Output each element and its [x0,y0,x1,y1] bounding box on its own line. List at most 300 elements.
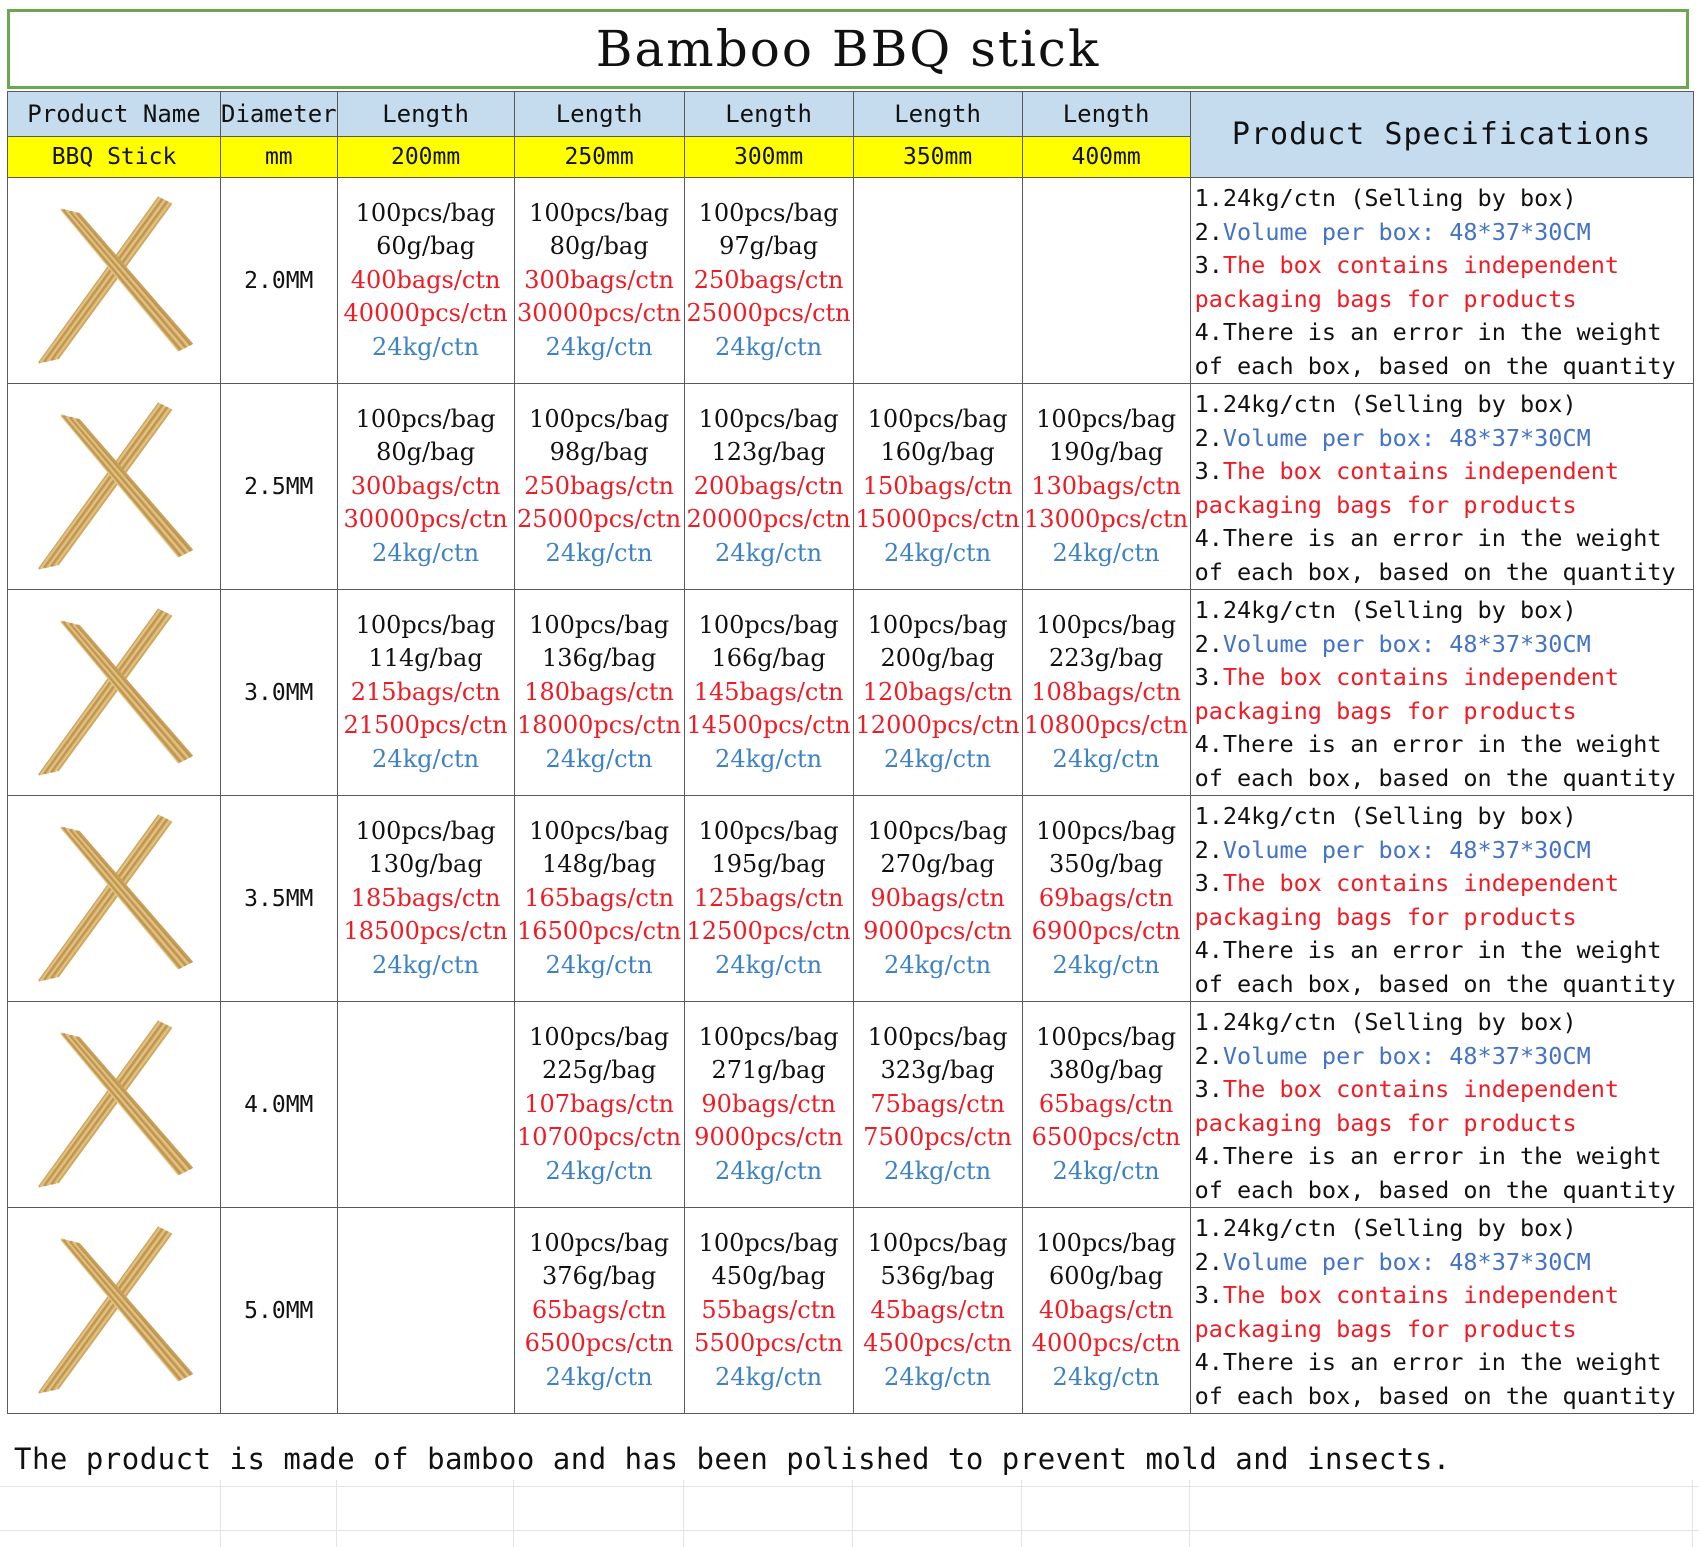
length-value-400[interactable]: 400mm [1022,137,1190,178]
pcs-per-carton: 9000pcs/ctn [863,917,1012,946]
gridline [1189,1480,1190,1547]
diameter-cell[interactable]: 2.0MM [221,178,338,384]
spec-lines [685,1021,853,1189]
bags-per-carton: 150bags/ctn [862,471,1013,500]
pcs-per-carton: 7500pcs/ctn [863,1123,1012,1152]
header-product-specifications[interactable]: Product Specifications [1190,92,1693,178]
pcs-per-carton: 21500pcs/ctn [343,711,508,740]
bags-per-carton: 90bags/ctn [701,1089,836,1118]
spec-lines [685,197,853,365]
length-spec-cell[interactable] [684,590,853,796]
pcs-per-bag: 100pcs/bag [698,816,839,845]
pcs-per-carton: 6500pcs/ctn [524,1329,674,1358]
length-value-300[interactable]: 300mm [684,137,853,178]
length-spec-cell[interactable] [1022,1002,1190,1208]
spec-lines [1023,403,1190,571]
table-row [8,1208,1694,1414]
bags-per-carton: 125bags/ctn [693,883,844,912]
kg-per-carton: 24kg/ctn [545,332,653,361]
weight-per-bag: 600g/bag [1048,1262,1164,1291]
bags-per-carton: 250bags/ctn [524,471,674,500]
spec-line-2-text: Volume per box: 48*37*30CM [1222,423,1591,452]
spec-line-1: 1.24kg/ctn (Selling by box) [1194,390,1577,418]
spec-line-2-text: Volume per box: 48*37*30CM [1222,835,1591,864]
gridline [683,1480,684,1547]
kg-per-carton: 24kg/ctn [545,1362,653,1391]
footer-note: The product is made of bamboo and has been polished to prevent mold and insects. [14,1442,1451,1476]
pcs-per-carton: 13000pcs/ctn [1024,505,1189,534]
weight-per-bag: 270g/bag [880,850,995,879]
spec-line-3 [1195,867,1693,901]
bags-per-carton: 107bags/ctn [524,1089,674,1118]
pcs-per-carton: 10800pcs/ctn [1024,711,1189,740]
length-spec-cell[interactable] [684,1002,853,1208]
weight-per-bag: 136g/bag [541,644,657,673]
diameter-cell[interactable]: 3.0MM [221,590,338,796]
length-spec-cell[interactable] [853,590,1022,796]
spec-lines [854,609,1022,777]
spec-line-4: packaging bags for products [1194,1108,1577,1137]
header-row-1 [8,92,1694,137]
spec-line-1: 1.24kg/ctn (Selling by box) [1194,1214,1577,1242]
weight-per-bag: 195g/bag [711,850,826,879]
pcs-per-carton: 14500pcs/ctn [686,711,851,740]
length-spec-cell[interactable] [337,590,514,796]
spec-lines [854,1227,1022,1395]
spec-line-2-text: Volume per box: 48*37*30CM [1222,1247,1591,1276]
header-length-4[interactable]: Length [853,92,1022,137]
length-spec-cell[interactable] [337,384,514,590]
length-spec-cell[interactable] [514,796,684,1002]
bags-per-carton: 120bags/ctn [862,677,1013,706]
pcs-per-carton: 40000pcs/ctn [343,299,508,328]
spec-line-6: of each box, based on the quantity [1194,763,1676,792]
pcs-per-carton: 10700pcs/ctn [517,1123,682,1152]
pcs-per-bag: 100pcs/bag [529,1228,670,1257]
length-spec-cell[interactable] [684,178,853,384]
length-spec-cell[interactable] [514,1208,684,1414]
kg-per-carton: 24kg/ctn [715,744,823,773]
length-value-350[interactable]: 350mm [853,137,1022,178]
table-row [8,590,1694,796]
spec-line-6: of each box, based on the quantity [1194,351,1676,380]
spec-lines [515,815,684,983]
length-spec-cell[interactable] [853,796,1022,1002]
length-value-200[interactable]: 200mm [337,137,514,178]
pcs-per-bag: 100pcs/bag [355,404,496,433]
pcs-per-carton: 4000pcs/ctn [1031,1329,1181,1358]
spec-lines [854,815,1022,983]
bags-per-carton: 45bags/ctn [870,1295,1005,1324]
spec-line-4: packaging bags for products [1194,696,1577,725]
pcs-per-carton: 5500pcs/ctn [694,1329,843,1358]
pcs-per-bag: 100pcs/bag [529,198,670,227]
weight-per-bag: 98g/bag [549,438,649,467]
spec-line-4: packaging bags for products [1194,1314,1577,1343]
length-spec-cell[interactable] [514,384,684,590]
spec-lines [515,1227,684,1395]
diameter-cell[interactable]: 2.5MM [221,384,338,590]
bamboo-skewers-crossed-icon [29,191,199,371]
kg-per-carton: 24kg/ctn [1052,950,1160,979]
bags-per-carton: 40bags/ctn [1038,1295,1174,1324]
bags-per-carton: 55bags/ctn [701,1295,836,1324]
product-name-value[interactable]: BBQ Stick [8,137,221,178]
spec-line-2 [1195,628,1693,662]
table-row [8,796,1694,1002]
product-specifications-cell[interactable] [1190,1208,1693,1414]
length-spec-cell[interactable] [684,384,853,590]
spec-line-5: 4.There is an error in the weight [1194,1142,1662,1170]
pcs-per-bag: 100pcs/bag [529,816,670,845]
pcs-per-carton: 4500pcs/ctn [863,1329,1012,1358]
spec-line-3-number: 3. [1194,869,1223,897]
spec-line-1: 1.24kg/ctn (Selling by box) [1194,184,1577,212]
spec-line-2-number: 2. [1194,1041,1223,1070]
weight-per-bag: 271g/bag [711,1056,826,1085]
length-spec-cell[interactable] [514,590,684,796]
length-spec-cell[interactable] [1022,178,1190,384]
gridline [1021,1480,1022,1547]
spec-line-3 [1195,1073,1693,1107]
pcs-per-bag: 100pcs/bag [355,610,496,639]
pcs-per-bag: 100pcs/bag [529,404,670,433]
kg-per-carton: 24kg/ctn [372,332,480,361]
product-specifications-cell[interactable] [1190,384,1693,590]
diameter-cell[interactable]: 3.5MM [221,796,338,1002]
pcs-per-carton: 16500pcs/ctn [517,917,682,946]
weight-per-bag: 80g/bag [376,438,476,467]
bags-per-carton: 400bags/ctn [350,265,501,294]
pcs-per-carton: 12000pcs/ctn [855,711,1020,740]
kg-per-carton: 24kg/ctn [1052,538,1160,567]
spec-lines [685,403,853,571]
spec-line-3-text: The box contains independent [1222,251,1620,279]
length-spec-cell[interactable] [684,1208,853,1414]
kg-per-carton: 24kg/ctn [545,1156,653,1185]
product-image-cell[interactable] [8,590,221,796]
pcs-per-carton: 25000pcs/ctn [686,299,851,328]
kg-per-carton: 24kg/ctn [372,538,480,567]
pcs-per-bag: 100pcs/bag [867,1228,1008,1257]
spec-line-1: 1.24kg/ctn (Selling by box) [1194,802,1577,830]
product-image-cell[interactable] [8,796,221,1002]
pcs-per-carton: 18500pcs/ctn [343,917,508,946]
spec-lines [338,403,514,571]
kg-per-carton: 24kg/ctn [715,538,823,567]
spec-lines [338,197,514,365]
spec-line-2-number: 2. [1194,835,1223,864]
kg-per-carton: 24kg/ctn [884,950,992,979]
spec-line-2-number: 2. [1194,217,1223,246]
kg-per-carton: 24kg/ctn [545,744,653,773]
gridline [852,1480,853,1547]
pcs-per-carton: 12500pcs/ctn [686,917,851,946]
spec-line-1: 1.24kg/ctn (Selling by box) [1194,1008,1577,1036]
length-spec-cell[interactable] [1022,384,1190,590]
diameter-cell[interactable]: 4.0MM [221,1002,338,1208]
length-spec-cell[interactable] [514,1002,684,1208]
product-specifications-cell[interactable] [1190,1002,1693,1208]
spec-line-3-number: 3. [1194,251,1223,279]
header-length-5[interactable]: Length [1022,92,1190,137]
length-spec-cell[interactable] [684,796,853,1002]
weight-per-bag: 350g/bag [1048,850,1164,879]
bamboo-skewers-crossed-icon [29,397,199,577]
weight-per-bag: 148g/bag [541,850,657,879]
pcs-per-carton: 6500pcs/ctn [1031,1123,1181,1152]
spec-line-1: 1.24kg/ctn (Selling by box) [1194,596,1577,624]
bags-per-carton: 69bags/ctn [1038,883,1174,912]
spec-line-2 [1195,1040,1693,1074]
pcs-per-bag: 100pcs/bag [698,610,839,639]
pcs-per-bag: 100pcs/bag [529,1022,670,1051]
header-diameter[interactable]: Diameter [221,92,338,137]
gridline [513,1480,514,1547]
spec-line-3-number: 3. [1194,1075,1223,1103]
spec-lines [515,403,684,571]
kg-per-carton: 24kg/ctn [884,744,992,773]
spec-line-3 [1195,249,1693,283]
table-row [8,384,1694,590]
length-spec-cell[interactable] [337,796,514,1002]
pcs-per-bag: 100pcs/bag [355,816,496,845]
bags-per-carton: 75bags/ctn [870,1089,1005,1118]
kg-per-carton: 24kg/ctn [884,538,992,567]
weight-per-bag: 225g/bag [541,1056,657,1085]
bamboo-skewers-crossed-icon [29,1015,199,1195]
spec-line-5: 4.There is an error in the weight [1194,1348,1662,1376]
pcs-per-bag: 100pcs/bag [1036,404,1177,433]
spec-line-3-number: 3. [1194,457,1223,485]
length-spec-cell[interactable] [853,178,1022,384]
bags-per-carton: 250bags/ctn [693,265,844,294]
pcs-per-bag: 100pcs/bag [1036,610,1177,639]
spec-lines [338,815,514,983]
length-spec-cell[interactable] [337,178,514,384]
title-text: Bamboo BBQ stick [595,20,1101,78]
header-product-name[interactable]: Product Name [8,92,221,137]
bags-per-carton: 215bags/ctn [350,677,501,706]
pcs-per-bag: 100pcs/bag [1036,816,1177,845]
product-specifications-cell[interactable] [1190,590,1693,796]
header-length-1[interactable]: Length [337,92,514,137]
pcs-per-bag: 100pcs/bag [867,1022,1008,1051]
diameter-cell[interactable]: 5.0MM [221,1208,338,1414]
spec-line-3-text: The box contains independent [1222,663,1620,691]
spec-line-2-number: 2. [1194,629,1223,658]
pcs-per-carton: 30000pcs/ctn [517,299,682,328]
pcs-per-bag: 100pcs/bag [698,198,839,227]
spec-line-4: packaging bags for products [1194,284,1577,313]
table-row [8,178,1694,384]
weight-per-bag: 200g/bag [880,644,995,673]
spec-lines [1023,1227,1190,1395]
length-spec-cell[interactable] [853,384,1022,590]
page-title [7,9,1689,89]
pcs-per-bag: 100pcs/bag [355,198,496,227]
spec-line-5: 4.There is an error in the weight [1194,936,1662,964]
pcs-per-bag: 100pcs/bag [867,816,1008,845]
bags-per-carton: 90bags/ctn [870,883,1005,912]
spec-line-5: 4.There is an error in the weight [1194,524,1662,552]
pcs-per-bag: 100pcs/bag [698,1022,839,1051]
gridline [1692,1480,1693,1547]
weight-per-bag: 536g/bag [880,1262,995,1291]
weight-per-bag: 123g/bag [711,438,826,467]
kg-per-carton: 24kg/ctn [715,950,823,979]
length-spec-cell[interactable] [853,1002,1022,1208]
weight-per-bag: 190g/bag [1048,438,1164,467]
spec-line-3-number: 3. [1194,663,1223,691]
spec-line-3-text: The box contains independent [1222,457,1620,485]
product-specifications-cell[interactable] [1190,796,1693,1002]
kg-per-carton: 24kg/ctn [715,1156,823,1185]
spec-lines [338,609,514,777]
product-specifications-cell[interactable] [1190,178,1693,384]
bags-per-carton: 300bags/ctn [524,265,674,294]
spec-line-4: packaging bags for products [1194,490,1577,519]
spec-line-2 [1195,1246,1693,1280]
product-image-cell[interactable] [8,1208,221,1414]
kg-per-carton: 24kg/ctn [1052,1362,1160,1391]
spec-line-3 [1195,1279,1693,1313]
length-spec-cell[interactable] [337,1208,514,1414]
bags-per-carton: 65bags/ctn [531,1295,667,1324]
pcs-per-carton: 25000pcs/ctn [517,505,682,534]
spec-lines [685,609,853,777]
pcs-per-bag: 100pcs/bag [867,610,1008,639]
spec-line-4: packaging bags for products [1194,902,1577,931]
weight-per-bag: 323g/bag [880,1056,995,1085]
kg-per-carton: 24kg/ctn [715,1362,823,1391]
spec-line-3-text: The box contains independent [1222,869,1620,897]
weight-per-bag: 97g/bag [719,232,819,261]
spec-lines [515,197,684,365]
kg-per-carton: 24kg/ctn [884,1156,992,1185]
spec-line-6: of each box, based on the quantity [1194,1381,1676,1410]
spec-line-3 [1195,661,1693,695]
weight-per-bag: 166g/bag [711,644,826,673]
spec-line-6: of each box, based on the quantity [1194,557,1676,586]
bags-per-carton: 300bags/ctn [350,471,501,500]
gridline [220,1480,221,1547]
weight-per-bag: 380g/bag [1048,1056,1164,1085]
bags-per-carton: 185bags/ctn [350,883,501,912]
spec-lines [1023,609,1190,777]
kg-per-carton: 24kg/ctn [545,950,653,979]
length-spec-cell[interactable] [1022,1208,1190,1414]
spec-line-5: 4.There is an error in the weight [1194,318,1662,346]
bamboo-skewers-crossed-icon [29,1221,199,1401]
kg-per-carton: 24kg/ctn [884,1362,992,1391]
header-length-2[interactable]: Length [514,92,684,137]
length-spec-cell[interactable] [337,1002,514,1208]
pcs-per-bag: 100pcs/bag [698,404,839,433]
length-value-250[interactable]: 250mm [514,137,684,178]
spec-line-5: 4.There is an error in the weight [1194,730,1662,758]
product-image-cell[interactable] [8,178,221,384]
weight-per-bag: 376g/bag [541,1262,657,1291]
kg-per-carton: 24kg/ctn [1052,1156,1160,1185]
spec-lines [515,609,684,777]
table-row [8,1002,1694,1208]
pcs-per-carton: 20000pcs/ctn [686,505,851,534]
pcs-per-bag: 100pcs/bag [1036,1228,1177,1257]
length-spec-cell[interactable] [853,1208,1022,1414]
spec-lines [515,1021,684,1189]
kg-per-carton: 24kg/ctn [1052,744,1160,773]
weight-per-bag: 80g/bag [549,232,649,261]
spec-lines [1023,1021,1190,1189]
kg-per-carton: 24kg/ctn [372,950,480,979]
bags-per-carton: 65bags/ctn [1038,1089,1174,1118]
spec-line-3-text: The box contains independent [1222,1281,1620,1309]
weight-per-bag: 223g/bag [1048,644,1164,673]
spec-line-3-number: 3. [1194,1281,1223,1309]
product-image-cell[interactable] [8,384,221,590]
bamboo-skewers-crossed-icon [29,809,199,989]
header-length-3[interactable]: Length [684,92,853,137]
spec-line-3 [1195,455,1693,489]
kg-per-carton: 24kg/ctn [545,538,653,567]
spec-line-2-number: 2. [1194,1247,1223,1276]
bamboo-skewers-crossed-icon [29,603,199,783]
kg-per-carton: 24kg/ctn [715,332,823,361]
product-table [7,91,1694,1414]
spec-lines [685,1227,853,1395]
bags-per-carton: 145bags/ctn [693,677,844,706]
pcs-per-carton: 9000pcs/ctn [694,1123,843,1152]
weight-per-bag: 130g/bag [368,850,483,879]
kg-per-carton: 24kg/ctn [372,744,480,773]
pcs-per-bag: 100pcs/bag [1036,1022,1177,1051]
length-spec-cell[interactable] [1022,590,1190,796]
spec-line-2 [1195,422,1693,456]
pcs-per-carton: 30000pcs/ctn [343,505,508,534]
product-image-cell[interactable] [8,1002,221,1208]
pcs-per-carton: 18000pcs/ctn [517,711,682,740]
spec-line-2-text: Volume per box: 48*37*30CM [1222,217,1591,246]
pcs-per-carton: 15000pcs/ctn [855,505,1020,534]
length-spec-cell[interactable] [1022,796,1190,1002]
pcs-per-bag: 100pcs/bag [867,404,1008,433]
weight-per-bag: 114g/bag [368,644,483,673]
length-spec-cell[interactable] [514,178,684,384]
weight-per-bag: 160g/bag [880,438,995,467]
pcs-per-bag: 100pcs/bag [698,1228,839,1257]
bags-per-carton: 180bags/ctn [524,677,674,706]
gridline [0,1530,1699,1531]
spec-line-6: of each box, based on the quantity [1194,1175,1676,1204]
bags-per-carton: 200bags/ctn [693,471,844,500]
pcs-per-carton: 6900pcs/ctn [1031,917,1181,946]
gridline [0,1486,1699,1487]
bags-per-carton: 165bags/ctn [524,883,674,912]
spec-line-2-number: 2. [1194,423,1223,452]
pcs-per-bag: 100pcs/bag [529,610,670,639]
spec-line-2-text: Volume per box: 48*37*30CM [1222,629,1591,658]
spec-line-2 [1195,216,1693,250]
spec-lines [685,815,853,983]
bags-per-carton: 130bags/ctn [1031,471,1181,500]
diameter-unit[interactable]: mm [221,137,338,178]
spec-line-3-text: The box contains independent [1222,1075,1620,1103]
weight-per-bag: 60g/bag [376,232,476,261]
spec-lines [854,1021,1022,1189]
bags-per-carton: 108bags/ctn [1031,677,1181,706]
spec-line-2-text: Volume per box: 48*37*30CM [1222,1041,1591,1070]
